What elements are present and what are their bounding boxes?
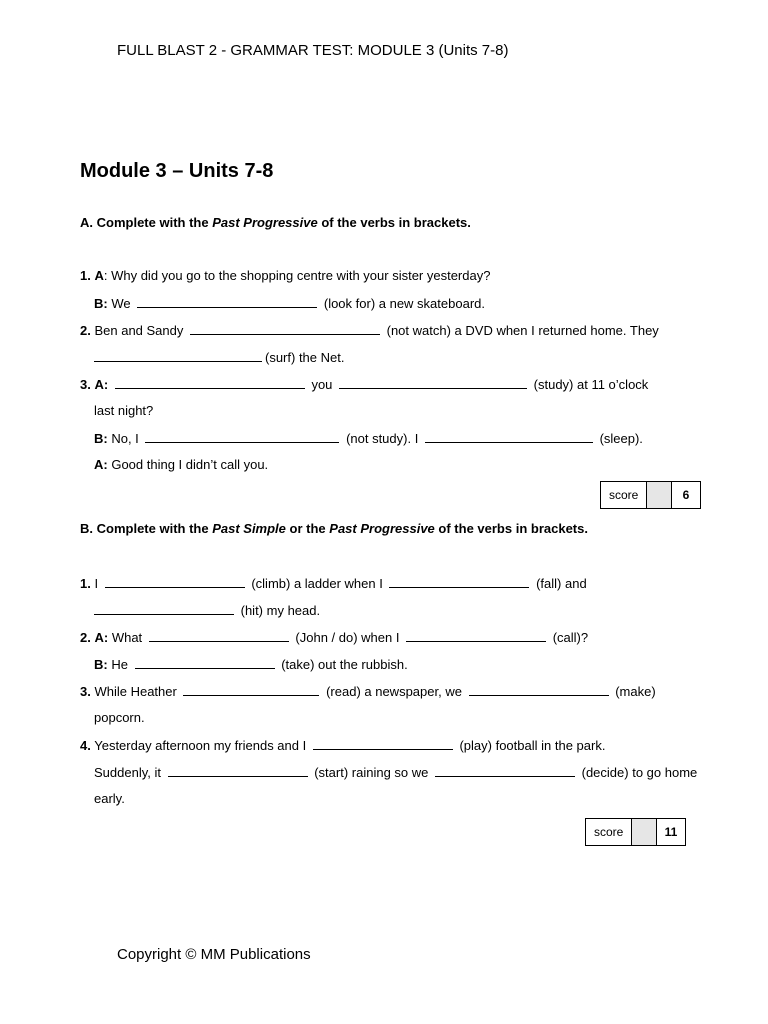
b-q4-pre: Yesterday afternoon my friends and I — [94, 738, 307, 753]
a-q3-speaker-a2: A: — [94, 457, 108, 472]
section-b-tense-2: Past Progressive — [329, 521, 435, 536]
score-input[interactable] — [632, 819, 657, 845]
section-b-score-box — [585, 818, 686, 846]
a-q1-b-pre: We — [111, 296, 131, 311]
a-q1-speaker-a: A — [94, 268, 104, 283]
b-q2-line-b — [94, 656, 408, 672]
b-q2-b-pre: He — [111, 657, 128, 672]
b-q2-speaker-a: A: — [94, 630, 109, 645]
b-q1-post: (fall) and — [536, 576, 587, 591]
b-q1-line2-post: (hit) my head. — [240, 603, 321, 618]
b-q2-number: 2. — [80, 630, 91, 645]
b-q3-line-1 — [80, 683, 656, 699]
a-q3-b-post: (sleep). — [599, 431, 643, 446]
answer-blank[interactable] — [149, 629, 289, 642]
b-q2-a-pre: What — [111, 630, 143, 645]
section-b-tense-1: Past Simple — [212, 521, 286, 536]
b-q4-line2-pre: Suddenly, it — [94, 765, 161, 780]
b-q3-pre: While Heather — [94, 684, 177, 699]
a-q3-a2-text: Good thing I didn’t call you. — [111, 457, 269, 472]
b-q4-line-1 — [80, 737, 605, 753]
b-q4-line2-mid: (start) raining so we — [314, 765, 429, 780]
section-b-instruction-mid: or the — [289, 521, 326, 536]
b-q2-line-a — [80, 629, 588, 645]
a-q3-mid: you — [311, 377, 333, 392]
b-q2-a-post: (call)? — [552, 630, 589, 645]
a-q1-line-b — [94, 295, 485, 311]
a-q3-line-2: last night? — [94, 403, 154, 418]
b-q1-mid: (climb) a ladder when I — [251, 576, 383, 591]
answer-blank[interactable] — [94, 602, 234, 615]
b-q3-mid: (read) a newspaper, we — [326, 684, 462, 699]
b-q2-speaker-b: B: — [94, 657, 108, 672]
b-q2-a-mid: (John / do) when I — [295, 630, 400, 645]
answer-blank[interactable] — [105, 575, 245, 588]
a-q1-number: 1. — [80, 268, 91, 283]
section-a-score-box — [600, 481, 701, 509]
answer-blank[interactable] — [469, 683, 609, 696]
score-total: 6 — [682, 488, 690, 502]
b-q2-b-post: (take) out the rubbish. — [281, 657, 408, 672]
a-q2-line2-post: (surf) the Net. — [265, 350, 345, 365]
section-a-heading — [80, 215, 471, 230]
a-q2-post: (not watch) a DVD when I returned home. They — [386, 323, 659, 338]
section-b-heading — [80, 521, 588, 536]
a-q3-speaker-b: B: — [94, 431, 108, 446]
a-q3-post: (study) at 11 o’clock — [533, 377, 649, 392]
b-q4-post: (play) football in the park. — [459, 738, 606, 753]
answer-blank[interactable] — [168, 764, 308, 777]
page-header: FULL BLAST 2 - GRAMMAR TEST: MODULE 3 (Units 7-8) — [117, 42, 509, 59]
b-q1-line-1 — [80, 575, 587, 591]
section-a-tense: Past Progressive — [212, 215, 318, 230]
a-q3-number: 3. — [80, 377, 91, 392]
b-q4-line-3: early. — [94, 791, 125, 806]
a-q3-b-pre: No, I — [111, 431, 139, 446]
a-q1-speaker-b: B: — [94, 296, 108, 311]
answer-blank[interactable] — [183, 683, 319, 696]
b-q3-number: 3. — [80, 684, 91, 699]
copyright-footer: Copyright © MM Publications — [117, 946, 311, 963]
page-title: Module 3 – Units 7-8 — [80, 160, 274, 182]
b-q1-pre: I — [94, 576, 99, 591]
a-q2-line-1 — [80, 322, 659, 338]
a-q3-line-1 — [80, 376, 648, 392]
a-q3-speaker-a: A: — [94, 377, 109, 392]
a-q2-pre: Ben and Sandy — [94, 323, 184, 338]
score-label: score — [586, 819, 632, 845]
a-q2-number: 2. — [80, 323, 91, 338]
b-q1-number: 1. — [80, 576, 91, 591]
a-q3-line-a2 — [94, 457, 268, 472]
b-q3-line-2: popcorn. — [94, 710, 145, 725]
answer-blank[interactable] — [145, 430, 339, 443]
a-q3-b-mid: (not study). I — [346, 431, 419, 446]
section-b-instruction-post: of the verbs in brackets. — [438, 521, 588, 536]
b-q1-line-2 — [94, 602, 320, 618]
a-q2-line-2 — [94, 349, 344, 365]
answer-blank[interactable] — [435, 764, 575, 777]
score-total: 11 — [664, 825, 678, 839]
section-b-letter: B. — [80, 521, 93, 536]
b-q4-number: 4. — [80, 738, 91, 753]
answer-blank[interactable] — [339, 376, 527, 389]
section-a-instruction-pre: Complete with the — [96, 215, 209, 230]
score-input[interactable] — [647, 482, 672, 508]
b-q4-line-2 — [94, 764, 697, 780]
answer-blank[interactable] — [135, 656, 275, 669]
score-label: score — [601, 482, 647, 508]
answer-blank[interactable] — [389, 575, 529, 588]
a-q1-b-post: (look for) a new skateboard. — [323, 296, 485, 311]
answer-blank[interactable] — [115, 376, 305, 389]
b-q3-post: (make) — [615, 684, 656, 699]
a-q1-line-a — [80, 268, 490, 283]
answer-blank[interactable] — [313, 737, 453, 750]
section-a-letter: A. — [80, 215, 93, 230]
answer-blank[interactable] — [406, 629, 546, 642]
answer-blank[interactable] — [137, 295, 317, 308]
section-b-instruction-pre: Complete with the — [96, 521, 209, 536]
b-q4-line2-post: (decide) to go home — [581, 765, 698, 780]
answer-blank[interactable] — [425, 430, 593, 443]
a-q3-line-b — [94, 430, 643, 446]
answer-blank[interactable] — [94, 349, 262, 362]
answer-blank[interactable] — [190, 322, 380, 335]
section-a-instruction-post: of the verbs in brackets. — [321, 215, 471, 230]
a-q1-question: : Why did you go to the shopping centre with your sister yesterday? — [103, 268, 491, 283]
